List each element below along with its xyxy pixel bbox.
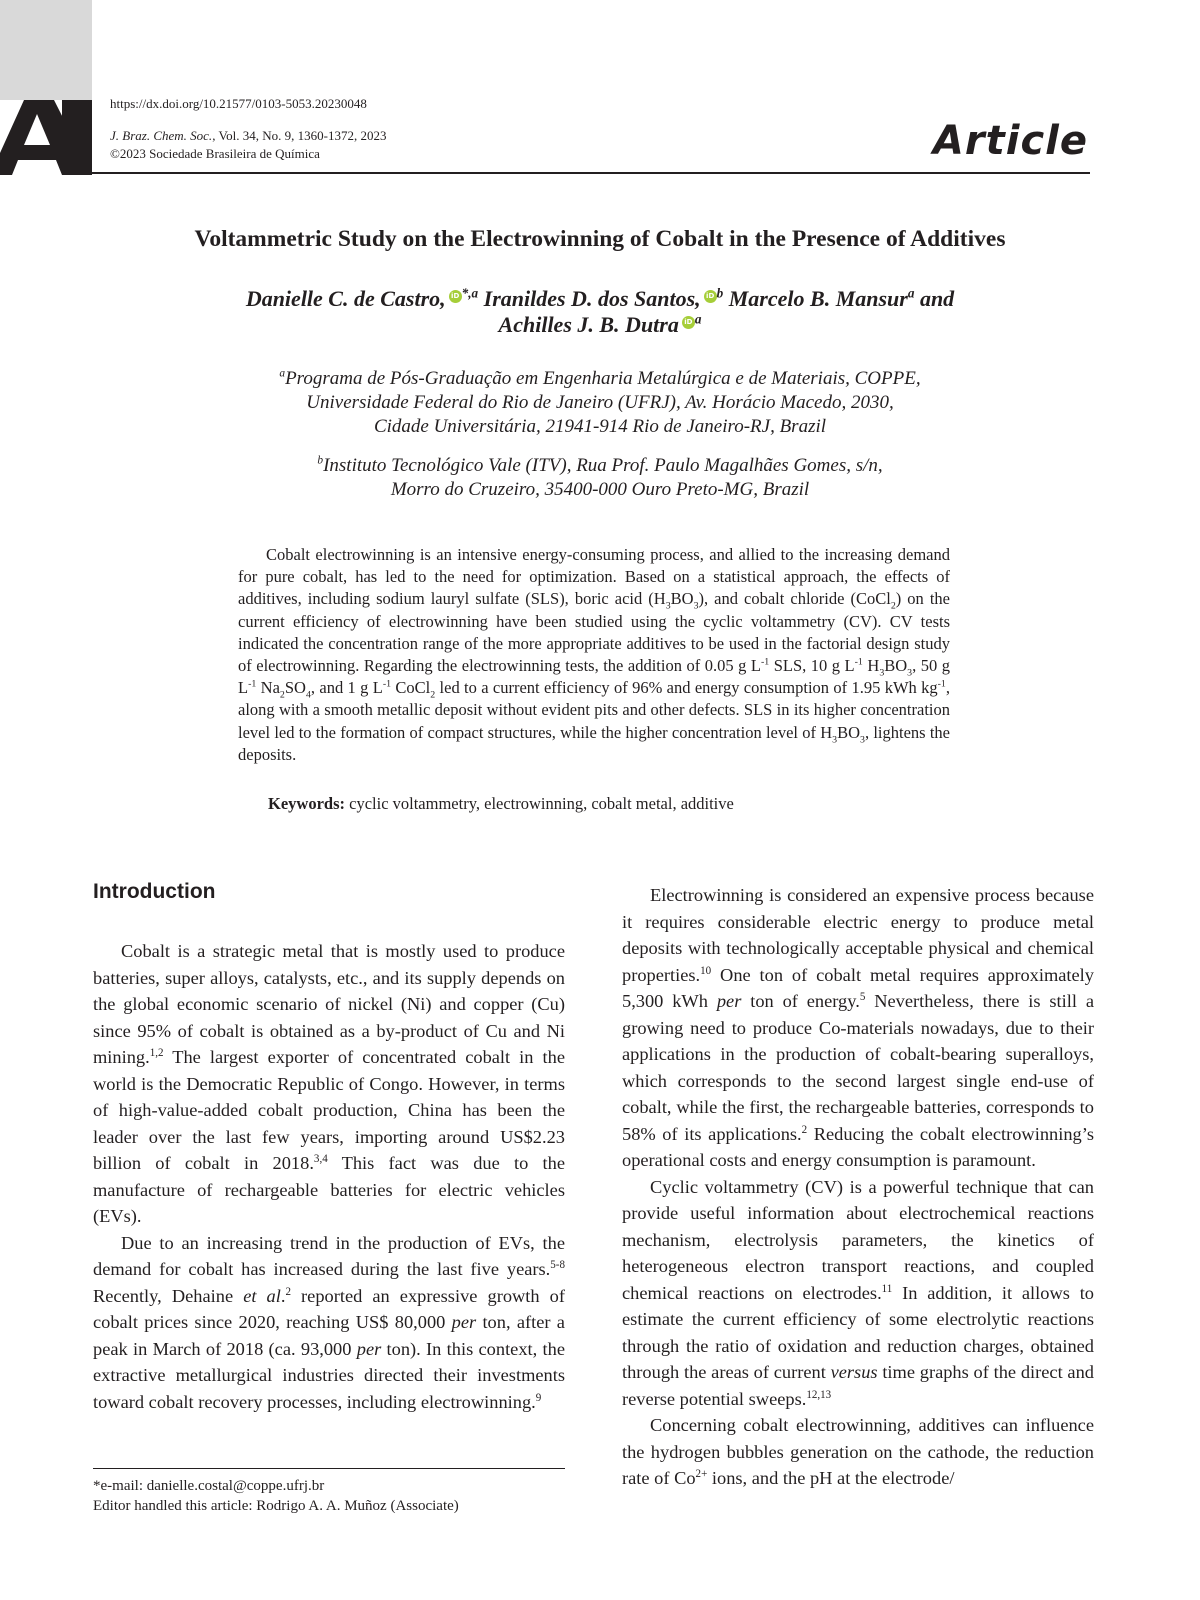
body-column-left <box>93 938 565 1415</box>
body-paragraph: Cobalt is a strategic metal that is mostly used to produce batteries, super alloys, catalysts, etc., and its supply depends on the global economic scenario of nickel (Ni) and copper (Cu) since 95% of cobalt is obtained as a by-product of Cu and Ni mining.$^{1,2}$ The largest exporter of concentrated cobalt in the world is the Democratic Republic of Congo. However, in terms of high-value-added cobalt production, China has been the leader over the last few years, importing around US$2.23 billion of cobalt in 2018.$^{3,4}$ This fact was due to the manufacture of rechargeable batteries for electric vehicles (EVs). <box>93 941 565 1226</box>
affiliation-text: Instituto Tecnológico Vale (ITV), Rua Prof. Paulo Magalhães Gomes, s/n, <box>323 455 883 476</box>
affiliation-mark: b <box>317 454 324 467</box>
article-type-label: Article <box>932 118 1088 164</box>
body-paragraph: Cyclic voltammetry (CV) is a powerful technique that can provide useful information about electrochemical reactions mechanism, electrolysis parameters, the kinetics of heterogeneous electron transport reactions, and coupled chemical reactions on electrodes.$^{11}$ In addition, it allows to estimate the current efficiency of some electrolytic reactions through the ratio of oxidation and reduction charges, obtained through the areas of current versus time graphs of the direct and reverse potential sweeps.$^{12,13}$ <box>622 1176 1094 1409</box>
affiliation-a <box>0 367 1200 439</box>
body-column-right <box>622 882 1094 1492</box>
affiliation-line <box>0 454 1200 478</box>
author-list <box>0 286 1200 338</box>
affiliation-line <box>0 367 1200 391</box>
author-name: Achilles J. B. Dutra <box>498 312 679 337</box>
affiliation-line: Universidade Federal do Rio de Janeiro (UFRJ), Av. Horácio Macedo, 2030, <box>306 392 894 413</box>
corner-letter-logo <box>0 100 92 175</box>
keywords <box>268 794 734 814</box>
affiliation-b <box>0 454 1200 502</box>
orcid-icon[interactable]: iD <box>704 290 717 303</box>
author-conjunction: and <box>914 286 955 311</box>
keywords-label: Keywords: <box>268 794 345 813</box>
author-line-1 <box>0 286 1200 312</box>
journal-citation <box>110 127 387 145</box>
affiliation-text: Programa de Pós-Graduação em Engenharia Metalúrgica e de Materiais, COPPE, <box>285 368 921 389</box>
journal-details: , Vol. 34, No. 9, 1360-1372, 2023 <box>212 128 387 143</box>
keywords-text: cyclic voltammetry, electrowinning, cobalt metal, additive <box>345 794 734 813</box>
author-affiliation-mark: b <box>716 285 724 301</box>
paper-title: Voltammetric Study on the Electrowinning of Cobalt in the Presence of Additives <box>194 226 1006 252</box>
abstract: Cobalt electrowinning is an intensive energy-consuming process, and allied to the increasing demand for pure cobalt, has led to the need for optimization. Based on a statistical approach, the effects of additives, including sodium lauryl sulfate (SLS), boric acid $(H_3BO_3)$, and cobalt chloride (CoCl$_2$) on the current efficiency of electrowinning have been studied using the cyclic voltammetry (CV). CV tests indicated the concentration range of the more appropriate additives to be used in the factorial design study of electrowinning. Regarding the electrowinning tests, the addition of 0.05 g $L^{-1}$ SLS, 10 g $L^{-1}$ $H_3BO_3$, 50 g $L^{-1}$ $Na_2SO_4$, and 1 g $L^{-1}$ CoCl$_2$ led to a current efficiency of 96% and energy consumption of 1.95 kWh $kg^{-1}$, along with a smooth metallic deposit without evident pits and other defects. SLS in its higher concentration level led to the formation of compact structures, while the higher concentration level of $H_3BO_3$, lightens the deposits. <box>238 545 951 764</box>
journal-name: J. Braz. Chem. Soc. <box>110 128 213 143</box>
orcid-icon[interactable]: iD <box>449 290 462 303</box>
affiliation-mark: a <box>279 367 286 380</box>
doi-link[interactable]: https://dx.doi.org/10.21577/0103-5053.20230048 <box>110 96 367 111</box>
author-affiliation-mark: a <box>907 285 915 301</box>
affiliation-line: Cidade Universitária, 21941-914 Rio de Janeiro-RJ, Brazil <box>373 416 827 437</box>
orcid-icon[interactable]: iD <box>682 316 695 329</box>
footnote-email: *e-mail: danielle.costal@coppe.ufrj.br <box>93 1478 325 1494</box>
author-name: Iranildes D. dos Santos, <box>483 286 701 311</box>
footnote-rule <box>93 1468 565 1469</box>
author-name: Marcelo B. Mansur <box>728 286 908 311</box>
affiliation-line: Morro do Cruzeiro, 35400-000 Ouro Preto-MG, Brazil <box>390 479 810 500</box>
footnote-editor: Editor handled this article: Rodrigo A. A. Muñoz (Associate) <box>93 1498 459 1514</box>
author-affiliation-mark: *,a <box>461 285 479 301</box>
body-paragraph: Due to an increasing trend in the production of EVs, the demand for cobalt has increased during the last five years.$^{5-8}$ Recently, Dehaine et al.$^2$ reported an expressive growth of cobalt prices since 2020, reaching US$ 80,000 per ton, after a peak in March of 2018 (ca. 93,000 per ton). In this context, the extractive metallurgical industries directed their investments toward cobalt recovery processes, including electrowinning.$^9$ <box>93 1232 565 1412</box>
copyright: ©2023 Sociedade Brasileira de Química <box>110 146 320 161</box>
author-line-2 <box>0 312 1200 338</box>
author-name: Danielle C. de Castro, <box>245 286 446 311</box>
body-paragraph: Electrowinning is considered an expensive process because it requires considerable electric energy to produce metal deposits with technologically acceptable physical and chemical properties.$^{10}$ One ton of cobalt metal requires approximately 5,300 kWh per ton of energy.$^5$ Nevertheless, there is still a growing need to produce Co-materials nowadays, due to their applications in the production of cobalt-bearing superalloys, which corresponds to the second largest single end-use of cobalt, while the first, the rechargeable batteries, corresponds to 58% of its applications.$^2$ Reducing the cobalt electrowinning’s operational costs and energy consumption is paramount. <box>622 885 1095 1170</box>
footnotes <box>93 1476 459 1516</box>
section-heading-introduction: Introduction <box>93 880 216 903</box>
author-affiliation-mark: a <box>694 311 702 327</box>
body-paragraph: Concerning cobalt electrowinning, additives can influence the hydrogen bubbles generation on the cathode, the reduction rate of $Co^{2+}$ ions, and the pH at the electrode/ <box>622 1415 1094 1488</box>
header-rule <box>92 172 1090 174</box>
